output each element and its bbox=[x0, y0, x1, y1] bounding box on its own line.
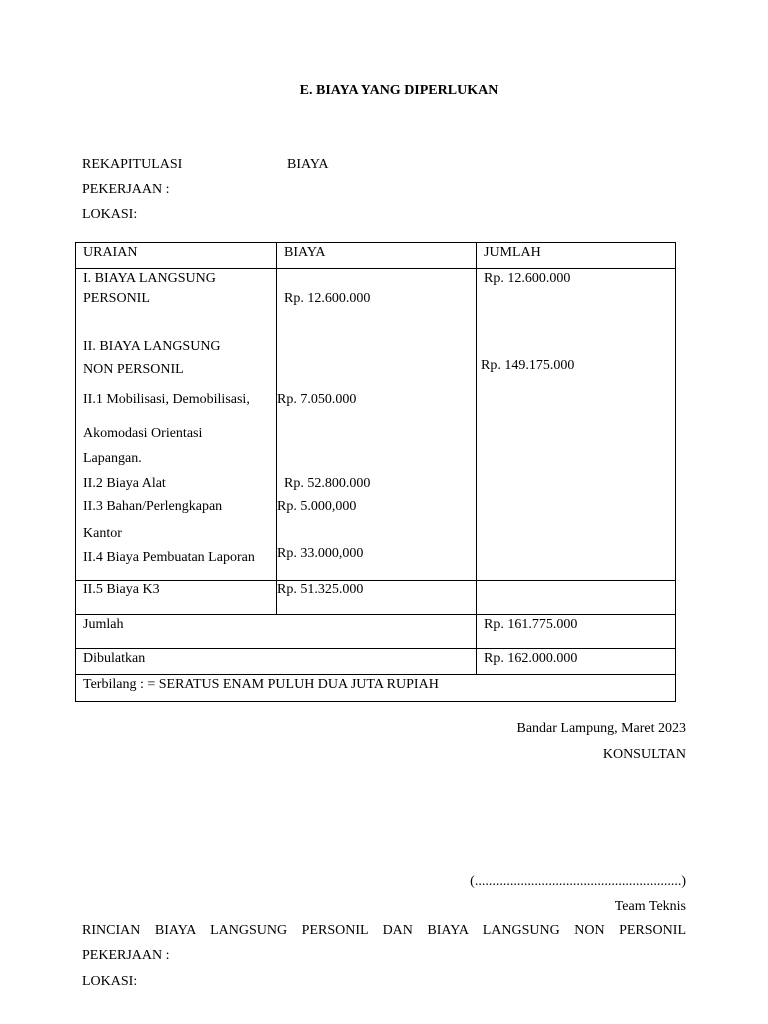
biaya-item3: Rp. 5.000,000 bbox=[277, 499, 357, 514]
page-title: E. BIAYA YANG DIPERLUKAN bbox=[299, 83, 499, 98]
column-header-biaya: BIAYA bbox=[284, 245, 326, 260]
rounded-value: Rp. 162.000.000 bbox=[484, 651, 578, 666]
uraian-personil-line2: PERSONIL bbox=[83, 291, 150, 306]
rekap-label: REKAPITULASI bbox=[82, 157, 183, 172]
section-title: RINCIAN BIAYA LANGSUNG PERSONIL DAN BIAYA LANGSUNG NON PERSONIL bbox=[82, 923, 686, 938]
rekap-label-biaya: BIAYA bbox=[287, 157, 329, 172]
table-column-divider bbox=[476, 242, 477, 675]
uraian-item5: II.5 Biaya K3 bbox=[83, 582, 160, 597]
total-label: Jumlah bbox=[83, 617, 124, 632]
table-border-right bbox=[675, 242, 676, 702]
rounded-label: Dibulatkan bbox=[83, 651, 146, 666]
jumlah-nonpersonil: Rp. 149.175.000 bbox=[481, 358, 575, 373]
biaya-item5: Rp. 51.325.000 bbox=[277, 582, 364, 597]
signature-team: Team Teknis bbox=[614, 899, 686, 914]
uraian-personil-line1: I. BIAYA LANGSUNG bbox=[83, 271, 216, 286]
table-row-divider bbox=[75, 674, 676, 675]
biaya-personil: Rp. 12.600.000 bbox=[284, 291, 371, 306]
uraian-item3-line1: II.3 Bahan/Perlengkapan bbox=[83, 499, 223, 514]
table-header-divider bbox=[75, 268, 676, 269]
footer-pekerjaan-label: PEKERJAAN : bbox=[82, 948, 170, 963]
footer-lokasi-label: LOKASI: bbox=[82, 974, 138, 989]
pekerjaan-label: PEKERJAAN : bbox=[82, 182, 170, 197]
table-row-divider bbox=[75, 614, 676, 615]
table-row-divider bbox=[75, 580, 676, 581]
uraian-item4: II.4 Biaya Pembuatan Laporan bbox=[83, 550, 255, 565]
lokasi-label: LOKASI: bbox=[82, 207, 138, 222]
table-row-divider bbox=[75, 648, 676, 649]
uraian-item1-line3: Lapangan. bbox=[83, 451, 142, 466]
biaya-item4: Rp. 33.000,000 bbox=[277, 546, 364, 561]
place-date: Bandar Lampung, Maret 2023 bbox=[516, 721, 686, 736]
column-header-jumlah: JUMLAH bbox=[484, 245, 541, 260]
table-border-top bbox=[75, 242, 676, 243]
uraian-item2: II.2 Biaya Alat bbox=[83, 476, 166, 491]
uraian-item1-line2: Akomodasi Orientasi bbox=[83, 426, 203, 441]
jumlah-personil: Rp. 12.600.000 bbox=[484, 271, 571, 286]
terbilang-text: Terbilang : = SERATUS ENAM PULUH DUA JUTA RUPIAH bbox=[83, 677, 439, 692]
biaya-item1: Rp. 7.050.000 bbox=[277, 392, 357, 407]
uraian-item3-line2: Kantor bbox=[83, 526, 122, 541]
uraian-nonpersonil-line1: II. BIAYA LANGSUNG bbox=[83, 339, 221, 354]
uraian-nonpersonil-line2: NON PERSONIL bbox=[83, 362, 184, 377]
table-border-left bbox=[75, 242, 76, 702]
signature-role: KONSULTAN bbox=[602, 747, 686, 762]
uraian-item1-line1: II.1 Mobilisasi, Demobilisasi, bbox=[83, 392, 250, 407]
biaya-item2: Rp. 52.800.000 bbox=[284, 476, 371, 491]
table-border-bottom bbox=[75, 701, 676, 702]
column-header-uraian: URAIAN bbox=[83, 245, 138, 260]
total-value: Rp. 161.775.000 bbox=[484, 617, 578, 632]
signature-name-line: (...........................................................) bbox=[470, 874, 686, 889]
